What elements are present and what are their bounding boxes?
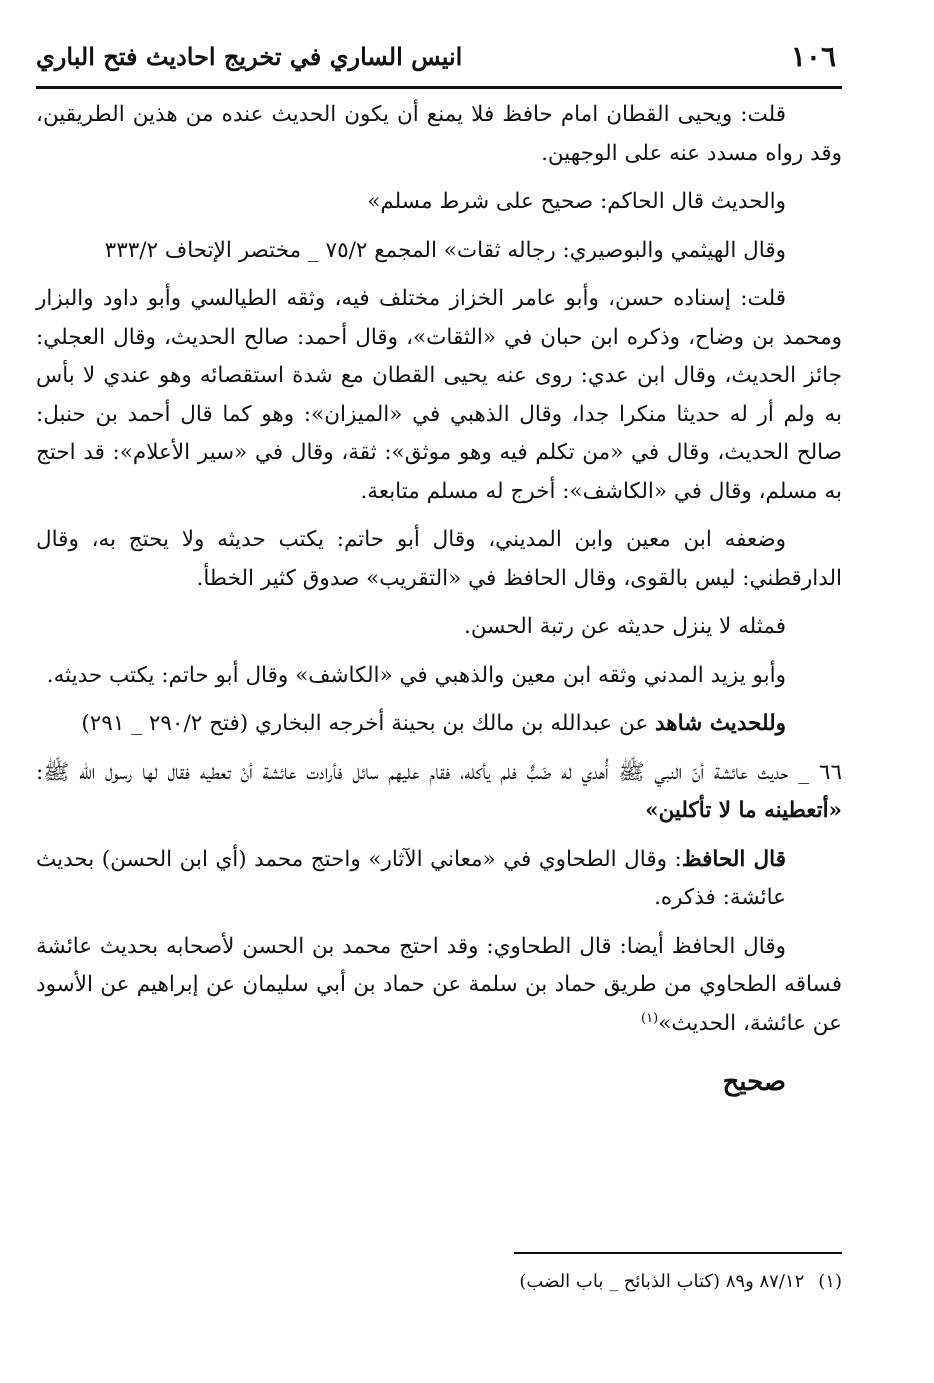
paragraph-11-text: وقال الحافظ أيضا: قال الطحاوي: وقد احتج محمد بن الحسن لأصحابه بحديث عائشة فساقه الطحاوي من طريق حماد بن سلمة عن حماد بن أبي سليمان عن إبراهيم عن الأسود عن عائشة، الحديث» xyxy=(36,933,842,1036)
running-title: انيس الساري في تخريج احاديث فتح الباري xyxy=(36,42,463,71)
paragraph-10 xyxy=(36,841,842,918)
paragraph-6: فمثله لا ينزل حديثه عن رتبة الحسن. xyxy=(464,614,786,639)
paragraph-7: وأبو يزيد المدني وثقه ابن معين والذهبي في «الكاشف» وقال أبو حاتم: يكتب حديثه. xyxy=(46,662,786,688)
paragraph-3: وقال الهيثمي والبوصيري: رجاله ثقات» المجمع ٧٥/٢ _ مختصر الإتحاف ٣٣٣/٢ xyxy=(104,237,786,263)
shahid-text: عن عبدالله بن مالك بن بحينة أخرجه البخاري (فتح ٢٩٠/٢ _ ٢٩١) xyxy=(81,711,656,736)
paragraph-2: والحديث قال الحاكم: صحيح على شرط مسلم» xyxy=(367,189,786,214)
paragraph-4: قلت: إسناده حسن، وأبو عامر الخزاز مختلف فيه، وثقه الطيالسي وأبو داود والبزار ومحمد بن وضاح، وذكره ابن حبان في «الثقات»، وقال أحمد: صالح الحديث، وقال العجلي: جائز الحديث، وقال ابن عدي: روى عنه يحيى القطان مع شدة استقصائه وهو عندي لا بأس به ولم أر له حديثا منكرا جدا، وقال الذهبي في «الميزان»: وهو كما قال أحمد بن حنبل: صالح الحديث، وقال في «من تكلم فيه وهو موثق»: ثقة، وقال في «سير الأعلام»: قد احتج به مسلم، وقال في «الكاشف»: أخرج له مسلم متابعة. xyxy=(36,286,842,504)
verdict-label: صحيح xyxy=(722,1067,786,1097)
al-hafiz-text: : وقال الطحاوي في «معاني الآثار» واحتج محمد (أي ابن الحسن) بحديث عائشة: فذكره. xyxy=(36,846,786,910)
page-header xyxy=(36,40,842,89)
footnote-text: ٨٧/١٢ و٨٩ (كتاب الذبائح _ باب الضب) xyxy=(519,1271,805,1292)
footnote xyxy=(36,1268,842,1296)
paragraph-8 xyxy=(36,705,842,744)
paragraph-5: وضعفه ابن معين وابن المديني، وقال أبو حاتم: يكتب حديثه ولا يحتج به، وقال الدارقطني: ليس بالقوى، وقال الحافظ في «التقريب» صدوق كثير الخطأ. xyxy=(36,527,842,591)
hadith-66-quote: «أتعطينه ما لا تأكلين» xyxy=(645,798,842,823)
paragraph-11 xyxy=(36,928,842,1044)
hadith-66 xyxy=(36,754,842,831)
al-hafiz-heading: قال الحافظ xyxy=(681,846,786,872)
paragraph-1: قلت: ويحيى القطان امام حافظ فلا يمنع أن يكون الحديث عنده من هذين الطريقين، وقد رواه مسدد عنه على الوجهين. xyxy=(36,102,842,166)
page-body xyxy=(36,96,842,1102)
hadith-66-text: ٦٦ _ حديث عائشة أنّ النبي ﷺ أُهدي له ضَبٌّ فلم يأكله، فقام عليهم سائل فأرادت عائشة أنْ تعطيه فقال لها رسول الله ﷺ: xyxy=(36,759,842,785)
footnote-reference: (١) xyxy=(641,1010,659,1026)
document-page xyxy=(36,30,842,1360)
footnote-marker: (١) xyxy=(818,1271,842,1292)
shahid-heading: وللحديث شاهد xyxy=(655,711,786,736)
footnote-divider xyxy=(514,1252,842,1254)
page-number: ١٠٦ xyxy=(790,40,836,73)
